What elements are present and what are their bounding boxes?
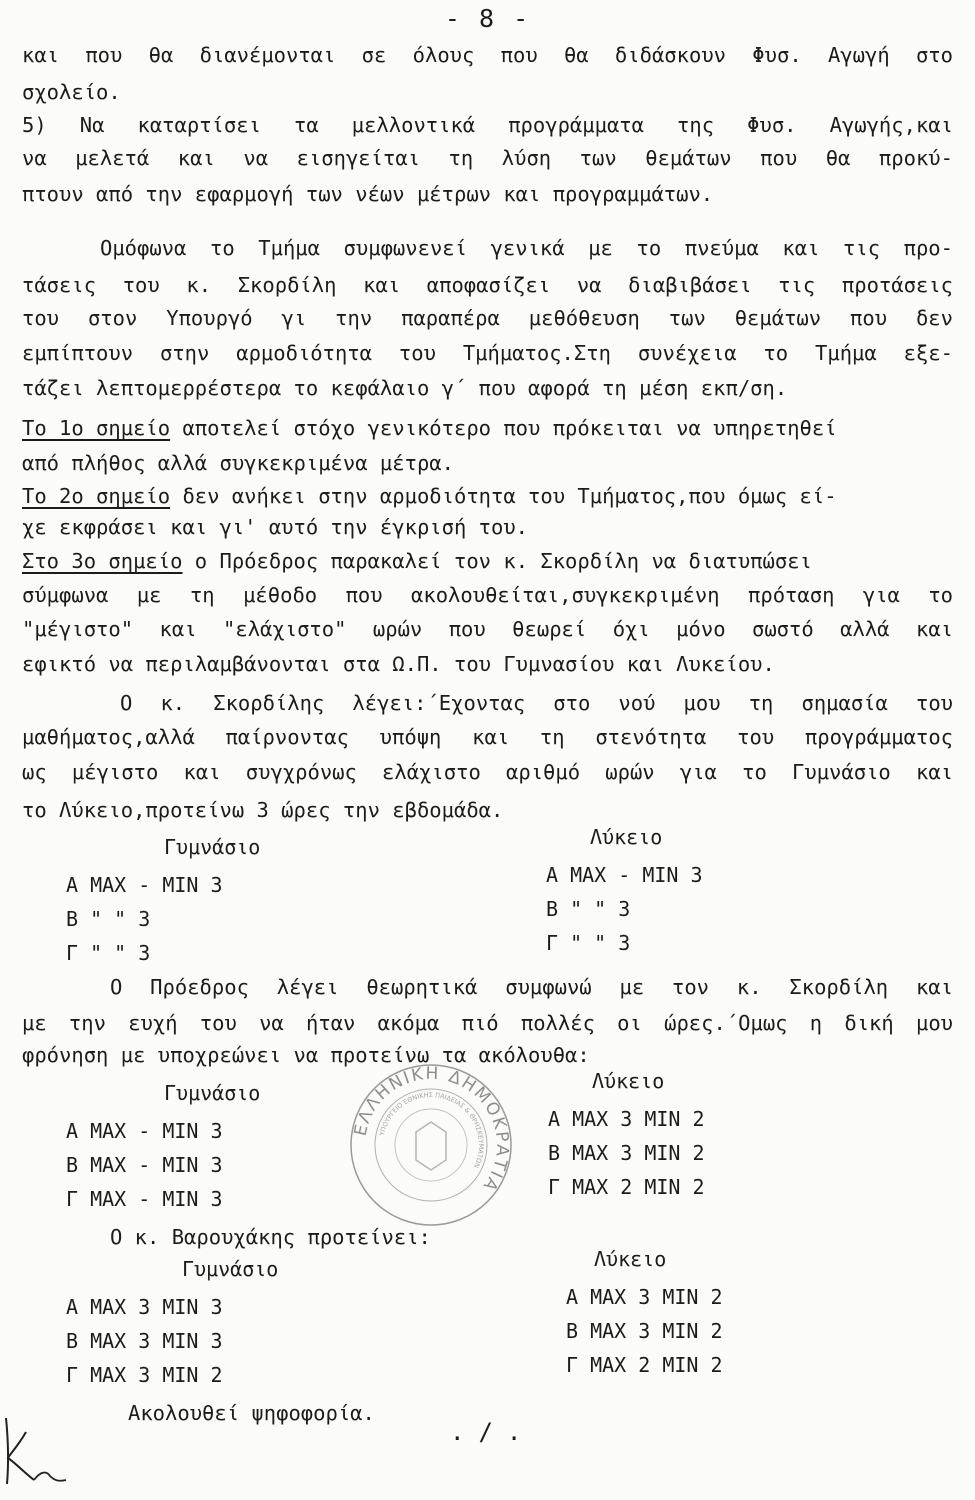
table-row: Α MAX 3 MIN 3: [66, 1295, 223, 1319]
seal-outer-text: ΕΛΛΗΝΙΚΗ ΔΗΜΟΚΡΑΤΙΑ: [350, 1063, 513, 1196]
point-1-text: αποτελεί στόχο γενικότερο που πρόκειται να υπηρετηθεί: [170, 416, 837, 440]
point-2-line: [22, 481, 953, 511]
statement-line: φρόνηση με υποχρεώνει να προτείνω τα ακόλουθα:: [22, 1043, 590, 1067]
table-title: Λύκειο: [594, 1247, 667, 1271]
point-3-text: ο Πρόεδρος παρακαλεί τον κ. Σκορδίλη να διατυπώσει: [182, 549, 812, 573]
handwritten-signature: [0, 1410, 70, 1490]
table-row: Β MAX - MIN 3: [66, 1153, 223, 1177]
point-2-continuation: χε εκφράσει και γι' αυτό την έγκρισή του.: [22, 515, 529, 539]
table-2-gymnasio: [66, 1076, 260, 1216]
table-row: Β " " 3: [66, 907, 151, 931]
statement-line: Ο κ. Βαρουχάκης προτείνει:: [110, 1225, 431, 1249]
text-line: σχολείο.: [22, 80, 121, 104]
end-mark: ./.: [450, 1418, 536, 1446]
text-line: εμπίπτουν στην αρμοδιότητα του Τμήματος.Στη συνέχεια το Τμήμα εξε-: [22, 341, 953, 365]
text-line: 5) Να καταρτίσει τα μελλοντικά προγράμματα της Φυσ. Αγωγής,και: [22, 113, 953, 137]
text-line: να μελετά και να εισηγείται τη λύση των θεμάτων που θα προκύ-: [22, 146, 953, 170]
point-1-continuation: από πλήθος αλλά συγκεκριμένα μέτρα.: [22, 451, 454, 475]
table-row: Α MAX 3 MIN 2: [566, 1285, 723, 1309]
text-line: και που θα διανέμονται σε όλους που θα διδάσκουν Φυσ. Αγωγή στο: [22, 43, 953, 67]
table-row: Γ " " 3: [66, 941, 151, 965]
point-3-continuation: εφικτό να περιλαμβάνονται στα Ω.Π. του Γυμνασίου και Λυκείου.: [22, 652, 775, 676]
point-1-label: Το 1ο σημείο: [22, 416, 171, 440]
table-row: Β " " 3: [546, 897, 631, 921]
table-3-gymnasio: [66, 1252, 278, 1392]
table-row: Γ MAX - MIN 3: [66, 1187, 223, 1211]
point-2-text: δεν ανήκει στην αρμοδιότητα του Τμήματος,που όμως εί-: [170, 484, 837, 508]
text-line: πτουν από την εφαρμογή των νέων μέτρων και προγραμμάτων.: [22, 182, 714, 206]
table-row: Α MAX - MIN 3: [66, 873, 223, 897]
point-3-continuation: σύμφωνα με τη μέθοδο που ακολουθείται,συγκεκριμένη πρόταση για το: [22, 583, 953, 607]
table-row: Β MAX 3 MIN 2: [548, 1141, 705, 1165]
table-title: Λύκειο: [590, 825, 663, 849]
point-1-line: [22, 413, 953, 443]
point-3-line: [22, 546, 953, 576]
statement-line: Ο κ. Σκορδίλης λέγει:΄Εχοντας στο νού μου τη σημασία του: [120, 691, 953, 715]
table-2-lykeio: [548, 1064, 705, 1204]
text-line: τάζει λεπτομερρέστερα το κεφάλαιο γ΄ που αφορά τη μέση εκπ/ση.: [22, 376, 788, 400]
table-row: Γ MAX 2 MIN 2: [548, 1175, 705, 1199]
statement-line: ως μέγιστο και συγχρόνως ελάχιστο αριθμό ωρών για το Γυμνάσιο και: [22, 760, 953, 784]
table-row: Β MAX 3 MIN 2: [566, 1319, 723, 1343]
table-row: Γ MAX 3 MIN 2: [66, 1363, 223, 1387]
table-3-lykeio: [566, 1242, 723, 1382]
statement-line: με την ευχή του να ήταν ακόμα πιό πολλές οι ώρες.΄Ομως η δική μου: [22, 1011, 953, 1035]
table-title: Γυμνάσιο: [164, 1081, 261, 1105]
seal-inner-text: ΥΠΟΥΡΓΕΙΟ ΕΘΝΙΚΗΣ ΠΑΙΔΕΙΑΣ & ΘΡΗΣΚΕΥΜΑΤΩΝ: [377, 1090, 486, 1170]
official-seal-stamp: [346, 1060, 516, 1230]
closing-line: Ακολουθεί ψηφοφορία.: [128, 1401, 375, 1425]
table-row: Α MAX - MIN 3: [546, 863, 703, 887]
table-title: Γυμνάσιο: [182, 1257, 279, 1281]
page-number: - 8 -: [444, 4, 531, 33]
table-title: Λύκειο: [592, 1069, 665, 1093]
text-line: τάσεις του κ. Σκορδίλη και αποφασίζει να διαβιβάσει τις προτάσεις: [22, 273, 953, 297]
text-line: Ομόφωνα το Τμήμα συμφωνενεί γενικά με το πνεύμα και τις προ-: [100, 236, 953, 260]
table-row: Α MAX 3 MIN 2: [548, 1107, 705, 1131]
point-3-continuation: "μέγιστο" και "ελάχιστο" ωρών που θεωρεί όχι μόνο σωστό αλλά και: [22, 617, 953, 641]
svg-text:ΕΛΛΗΝΙΚΗ ΔΗΜΟΚΡΑΤΙΑ: [351, 1064, 513, 1196]
statement-line: Ο Πρόεδρος λέγει θεωρητικά συμφωνώ με τον κ. Σκορδίλη και: [110, 975, 953, 999]
table-row: Α MAX - MIN 3: [66, 1119, 223, 1143]
table-row: Γ MAX 2 MIN 2: [566, 1353, 723, 1377]
text-line: του στον Υπουργό γι την παραπέρα μεθόθευση των θεμάτων που δεν: [22, 306, 953, 330]
table-row: Γ " " 3: [546, 931, 631, 955]
point-2-label: Το 2ο σημείο: [22, 484, 171, 508]
statement-line: μαθήματος,αλλά παίρνοντας υπόψη και τη στενότητα του προγράμματος: [22, 725, 953, 749]
statement-line: το Λύκειο,προτείνω 3 ώρες την εβδομάδα.: [22, 798, 504, 822]
table-title: Γυμνάσιο: [164, 835, 261, 859]
point-3-label: Στο 3ο σημείο: [22, 549, 183, 573]
table-1-lykeio: [546, 820, 703, 960]
table-row: Β MAX 3 MIN 3: [66, 1329, 223, 1353]
table-1-gymnasio: [66, 830, 260, 970]
